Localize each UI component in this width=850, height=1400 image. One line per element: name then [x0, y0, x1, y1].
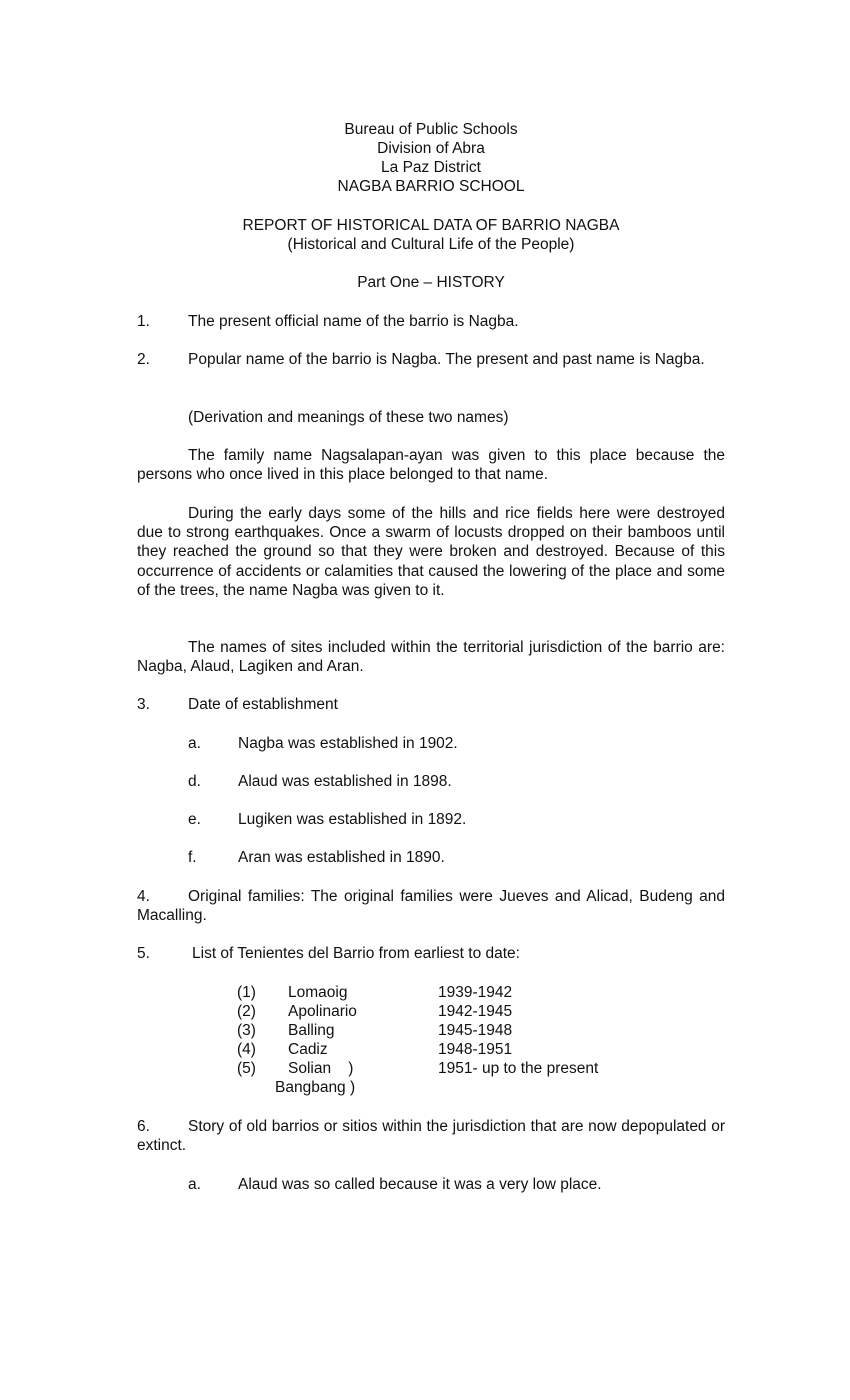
teniente-name: Cadiz [288, 1041, 328, 1058]
item-3-number: 3. [137, 696, 150, 713]
item-1-text: The present official name of the barrio is Nagba. [188, 313, 519, 330]
header-district: La Paz District [381, 159, 481, 176]
teniente-number: (4) [237, 1041, 256, 1058]
establishment-item: Lugiken was established in 1892. [238, 811, 467, 828]
sites-paragraph: The names of sites included within the territorial jurisdiction of the barrio are: Nagba, Alaud, Lagiken and Aran. [137, 639, 725, 676]
teniente-number: (1) [237, 984, 256, 1001]
teniente-number: (3) [237, 1022, 256, 1039]
teniente-name: Lomaoig [288, 984, 348, 1001]
teniente-years: 1945-1948 [438, 1022, 513, 1039]
item-5-number: 5. [137, 945, 150, 962]
teniente-years: 1942-1945 [438, 1003, 513, 1020]
header-division: Division of Abra [377, 140, 485, 157]
derivation-heading: (Derivation and meanings of these two names) [188, 409, 509, 426]
header-bureau: Bureau of Public Schools [344, 121, 518, 138]
teniente-name: Solian ) [288, 1060, 354, 1077]
teniente-name: Apolinario [288, 1003, 357, 1020]
teniente-name: Balling [288, 1022, 335, 1039]
item-6a-text: Alaud was so called because it was a very low place. [238, 1176, 602, 1193]
establishment-item: Nagba was established in 1902. [238, 735, 458, 752]
item-6-text: Story of old barrios or sitios within the jurisdiction that are now depopulated or extinct. [137, 1118, 725, 1155]
teniente-name-extra: Bangbang ) [275, 1079, 356, 1096]
teniente-number: (2) [237, 1003, 256, 1020]
establishment-letter: a. [188, 735, 201, 752]
item-6-paragraph [137, 1117, 725, 1155]
item-6-number: 6. [137, 1118, 150, 1135]
establishment-letter: d. [188, 773, 201, 790]
early-days-paragraph: During the early days some of the hills and rice fields here were destroyed due to strong earthquakes. Once a swarm of locusts dropped on their bamboos until they reached the ground so that they were broken and destroyed. Because of this occurrence of accidents or calamities that caused the lowering of the place and some of the trees, the name Nagba was given to it. [137, 505, 725, 599]
item-6a-letter: a. [188, 1176, 201, 1193]
item-4-number: 4. [137, 888, 150, 905]
part-heading: Part One – HISTORY [357, 274, 505, 291]
teniente-number: (5) [237, 1060, 256, 1077]
item-3-text: Date of establishment [188, 696, 338, 713]
item-2-number: 2. [137, 351, 150, 368]
establishment-letter: f. [188, 849, 197, 866]
header-school: NAGBA BARRIO SCHOOL [337, 178, 525, 195]
family-name-paragraph: The family name Nagsalapan-ayan was given to this place because the persons who once lived in this place belonged to that name. [137, 447, 725, 484]
item-4-text: Original families: The original families were Jueves and Alicad, Budeng and Macalling. [137, 888, 725, 925]
establishment-letter: e. [188, 811, 201, 828]
establishment-item: Alaud was established in 1898. [238, 773, 452, 790]
establishment-item: Aran was established in 1890. [238, 849, 445, 866]
report-title: REPORT OF HISTORICAL DATA OF BARRIO NAGBA [242, 217, 620, 234]
teniente-years: 1951- up to the present [438, 1060, 599, 1077]
item-2-text: Popular name of the barrio is Nagba. The present and past name is Nagba. [188, 351, 705, 368]
teniente-years: 1948-1951 [438, 1041, 513, 1058]
report-subtitle: (Historical and Cultural Life of the People) [287, 236, 575, 253]
item-1-number: 1. [137, 313, 150, 330]
item-5-text: List of Tenientes del Barrio from earliest to date: [192, 945, 520, 962]
teniente-years: 1939-1942 [438, 984, 513, 1001]
item-4-paragraph [137, 887, 725, 925]
